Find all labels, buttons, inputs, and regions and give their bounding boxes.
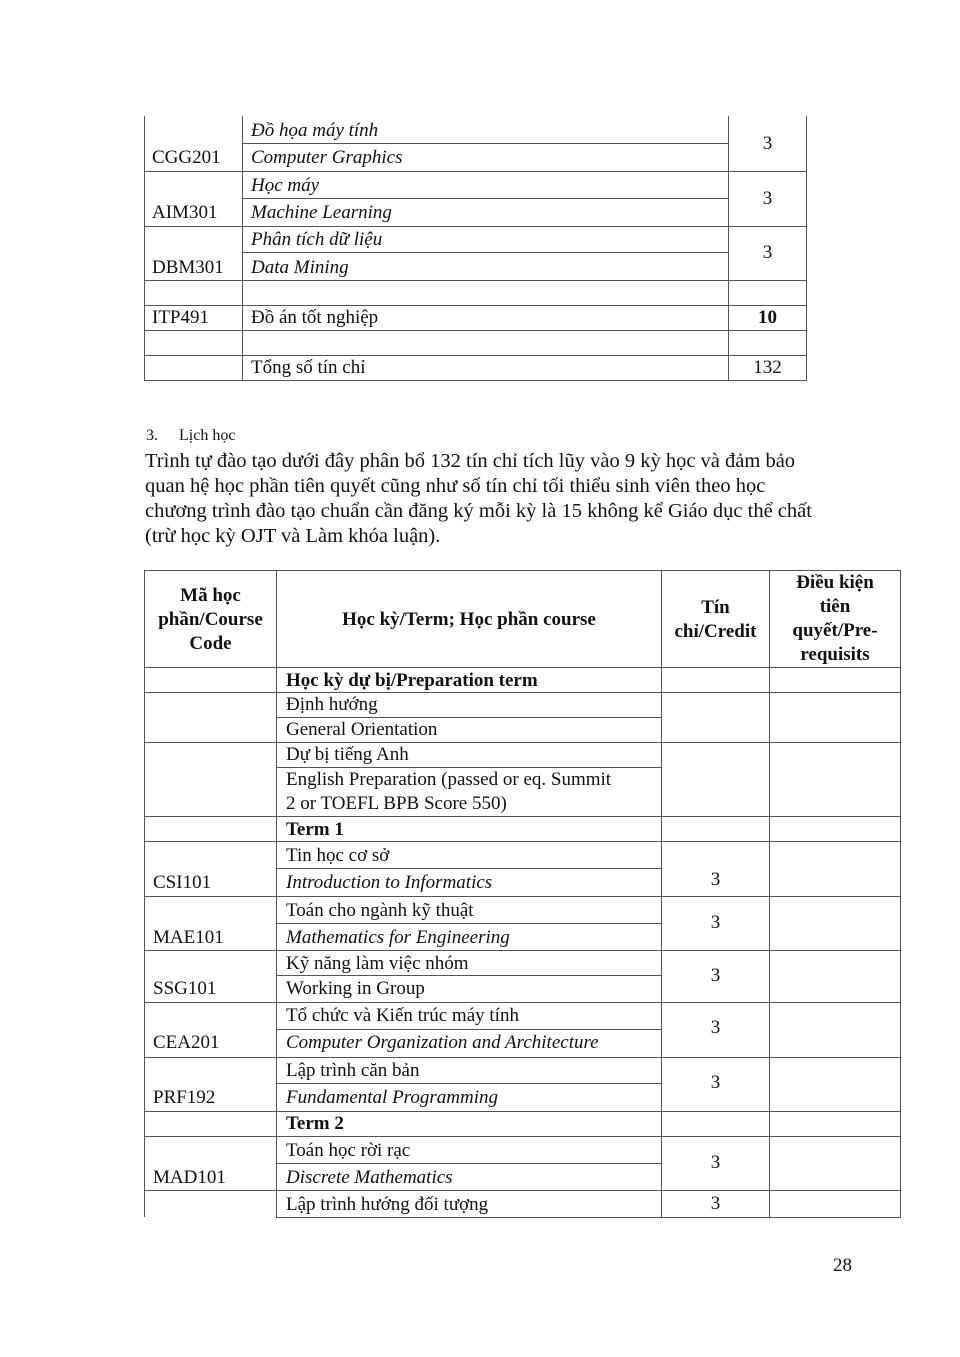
course-en-name: Mathematics for Engineering: [286, 927, 510, 948]
course-code: AIM301: [152, 202, 218, 223]
course-credit: 10: [758, 307, 777, 328]
course-credit: 3: [710, 1072, 721, 1093]
course-credit: 3: [762, 133, 773, 154]
course-code: CEA201: [153, 1032, 220, 1053]
term-heading-1: Term 1: [286, 819, 344, 840]
course-vi-name: Kỹ năng làm việc nhóm: [286, 953, 469, 974]
header-course: Học kỳ/Term; Học phần course: [342, 609, 596, 630]
term-heading-2: Term 2: [286, 1113, 344, 1134]
course-en-name: Computer Graphics: [251, 147, 403, 168]
course-en-name: Introduction to Informatics: [286, 872, 493, 893]
course-en-name: General Orientation: [286, 719, 438, 740]
course-vi-name: Tổ chức và Kiến trúc máy tính: [286, 1005, 519, 1026]
course-credit: 3: [762, 188, 773, 209]
course-vi-name: Tin học cơ sở: [286, 845, 390, 866]
course-code: PRF192: [153, 1087, 216, 1108]
course-vi-name: Học máy: [251, 175, 320, 196]
course-code: MAE101: [153, 927, 224, 948]
paragraph-line: quan hệ học phần tiên quyết cũng như số tín chỉ tối thiểu sinh viên theo học: [145, 475, 766, 497]
header-credit: Tín chỉ/Credit: [674, 597, 757, 642]
course-code: CGG201: [152, 147, 221, 168]
course-code: SSG101: [153, 978, 217, 999]
course-en-name: English Preparation (passed or eq. Summit: [286, 769, 612, 790]
course-en-name: Computer Organization and Architecture: [286, 1032, 599, 1053]
course-credit: 3: [710, 1152, 721, 1173]
course-code: DBM301: [152, 257, 224, 278]
paragraph-line: Trình tự đào tạo dưới đây phân bổ 132 tín chỉ tích lũy vào 9 kỳ học và đảm bảo: [145, 450, 796, 472]
course-credit: 3: [710, 869, 721, 890]
term-heading-prep: Học kỳ dự bị/Preparation term: [286, 670, 538, 691]
course-en-name: 2 or TOEFL BPB Score 550): [286, 793, 507, 814]
course-code: ITP491: [152, 307, 209, 328]
section-title: Lịch học: [179, 427, 236, 444]
course-credit: 3: [710, 1193, 721, 1214]
course-vi-name: Định hướng: [286, 694, 378, 715]
course-vi-name: Toán học rời rạc: [286, 1140, 411, 1161]
page-number: 28: [833, 1255, 852, 1276]
paragraph-line: chương trình đào tạo chuẩn cần đăng ký mỗi kỳ là 15 không kể Giáo dục thể chất: [145, 500, 812, 522]
course-vi-name: Đồ họa máy tính: [251, 120, 379, 141]
course-code: MAD101: [153, 1167, 226, 1188]
header-prerequisites: Điều kiện tiên quyết/Pre- requisits: [792, 572, 878, 665]
total-credits-label: Tổng số tín chỉ: [251, 357, 366, 378]
course-credit: 3: [710, 965, 721, 986]
course-en-name: Working in Group: [286, 978, 425, 999]
course-vi-name: Dự bị tiếng Anh: [286, 744, 409, 765]
course-vi-name: Lập trình hướng đối tượng: [286, 1194, 489, 1215]
course-vi-name: Lập trình căn bản: [286, 1060, 420, 1081]
header-course-code: Mã học phần/Course Code: [158, 585, 263, 654]
paragraph-line: (trừ học kỳ OJT và Làm khóa luận).: [145, 525, 441, 547]
course-en-name: Discrete Mathematics: [286, 1167, 453, 1188]
course-en-name: Fundamental Programming: [286, 1087, 498, 1108]
section-paragraph: [145, 449, 812, 549]
course-code: CSI101: [153, 872, 212, 893]
course-credit: 3: [762, 242, 773, 263]
course-vi-name: Toán cho ngành kỹ thuật: [286, 900, 474, 921]
course-credit: 3: [710, 1017, 721, 1038]
course-name: Đồ án tốt nghiệp: [251, 307, 379, 328]
course-en-name: Data Mining: [251, 257, 349, 278]
course-en-name: Machine Learning: [251, 202, 392, 223]
total-credits-value: 132: [753, 357, 782, 378]
section-number: 3.: [146, 427, 158, 444]
course-vi-name: Phân tích dữ liệu: [251, 229, 383, 250]
course-credit: 3: [710, 912, 721, 933]
